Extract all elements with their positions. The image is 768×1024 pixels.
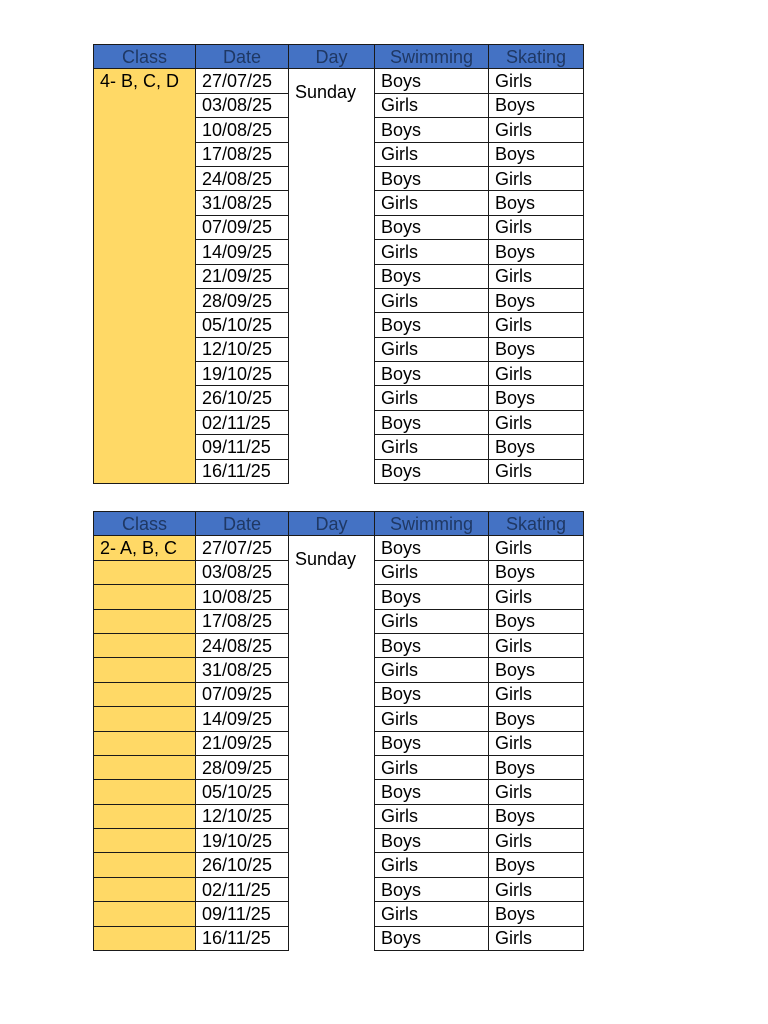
date-cell: 12/10/25 [196,337,289,361]
class-cell [94,337,196,361]
date-cell: 09/11/25 [196,902,289,926]
swimming-cell: Boys [375,731,489,755]
class-cell [94,288,196,312]
class-cell [94,829,196,853]
skating-cell: Boys [489,93,584,117]
column-header: Day [289,512,375,536]
skating-cell: Girls [489,926,584,950]
swimming-cell: Boys [375,313,489,337]
class-cell [94,215,196,239]
skating-cell: Girls [489,780,584,804]
class-cell [94,435,196,459]
swimming-cell: Girls [375,288,489,312]
day-cell: Sunday [289,69,375,484]
swimming-cell: Boys [375,780,489,804]
date-cell: 03/08/25 [196,560,289,584]
class-cell [94,560,196,584]
skating-cell: Girls [489,633,584,657]
class-cell [94,633,196,657]
date-cell: 26/10/25 [196,386,289,410]
class-cell [94,707,196,731]
class-cell [94,585,196,609]
date-cell: 09/11/25 [196,435,289,459]
swimming-cell: Boys [375,459,489,483]
skating-cell: Girls [489,877,584,901]
date-cell: 21/09/25 [196,731,289,755]
class-cell [94,853,196,877]
swimming-cell: Boys [375,536,489,560]
swimming-cell: Boys [375,69,489,93]
swimming-cell: Girls [375,755,489,779]
date-cell: 12/10/25 [196,804,289,828]
day-cell: Sunday [289,536,375,951]
date-cell: 17/08/25 [196,609,289,633]
swimming-cell: Girls [375,707,489,731]
skating-cell: Boys [489,609,584,633]
class-cell [94,264,196,288]
swimming-cell: Boys [375,682,489,706]
swimming-cell: Girls [375,337,489,361]
skating-cell: Girls [489,264,584,288]
column-header: Skating [489,512,584,536]
swimming-cell: Girls [375,804,489,828]
skating-cell: Girls [489,166,584,190]
class-cell [94,731,196,755]
date-cell: 27/07/25 [196,536,289,560]
class-cell [94,877,196,901]
column-header: Class [94,45,196,69]
date-cell: 07/09/25 [196,682,289,706]
class-cell: 4- B, C, D [94,69,196,93]
skating-cell: Girls [489,459,584,483]
date-cell: 02/11/25 [196,877,289,901]
date-cell: 24/08/25 [196,166,289,190]
class-cell [94,459,196,483]
swimming-cell: Boys [375,410,489,434]
column-header: Day [289,45,375,69]
swimming-cell: Girls [375,240,489,264]
swimming-cell: Boys [375,166,489,190]
class-cell [94,362,196,386]
skating-cell: Boys [489,902,584,926]
swimming-cell: Girls [375,658,489,682]
skating-cell: Boys [489,755,584,779]
skating-cell: Girls [489,313,584,337]
swimming-cell: Girls [375,93,489,117]
skating-cell: Girls [489,682,584,706]
swimming-cell: Boys [375,118,489,142]
table-row [94,69,584,93]
class-cell [94,93,196,117]
date-cell: 02/11/25 [196,410,289,434]
skating-cell: Girls [489,829,584,853]
date-cell: 19/10/25 [196,829,289,853]
swimming-cell: Girls [375,435,489,459]
skating-cell: Boys [489,560,584,584]
class-cell [94,142,196,166]
schedule-table-2 [93,511,584,951]
skating-cell: Boys [489,853,584,877]
swimming-cell: Boys [375,264,489,288]
skating-cell: Girls [489,215,584,239]
column-header: Swimming [375,512,489,536]
date-cell: 26/10/25 [196,853,289,877]
swimming-cell: Boys [375,633,489,657]
class-cell [94,902,196,926]
date-cell: 05/10/25 [196,313,289,337]
date-cell: 10/08/25 [196,585,289,609]
skating-cell: Girls [489,410,584,434]
skating-cell: Girls [489,118,584,142]
class-cell [94,166,196,190]
date-cell: 24/08/25 [196,633,289,657]
skating-cell: Boys [489,337,584,361]
skating-cell: Girls [489,69,584,93]
skating-cell: Girls [489,731,584,755]
schedule-table-1 [93,44,584,484]
skating-cell: Boys [489,435,584,459]
date-cell: 14/09/25 [196,240,289,264]
class-cell [94,240,196,264]
date-cell: 31/08/25 [196,658,289,682]
skating-cell: Boys [489,658,584,682]
skating-cell: Boys [489,707,584,731]
date-cell: 16/11/25 [196,459,289,483]
swimming-cell: Boys [375,877,489,901]
swimming-cell: Boys [375,926,489,950]
date-cell: 17/08/25 [196,142,289,166]
class-cell [94,658,196,682]
class-cell [94,191,196,215]
swimming-cell: Boys [375,585,489,609]
skating-cell: Boys [489,240,584,264]
class-cell [94,926,196,950]
column-header: Skating [489,45,584,69]
date-cell: 05/10/25 [196,780,289,804]
skating-cell: Girls [489,585,584,609]
swimming-cell: Boys [375,829,489,853]
skating-cell: Boys [489,804,584,828]
date-cell: 10/08/25 [196,118,289,142]
date-cell: 21/09/25 [196,264,289,288]
skating-cell: Boys [489,191,584,215]
date-cell: 28/09/25 [196,755,289,779]
class-cell [94,118,196,142]
class-cell [94,755,196,779]
skating-cell: Boys [489,142,584,166]
date-cell: 03/08/25 [196,93,289,117]
class-cell [94,313,196,337]
swimming-cell: Girls [375,191,489,215]
column-header: Swimming [375,45,489,69]
skating-cell: Boys [489,288,584,312]
swimming-cell: Boys [375,215,489,239]
swimming-cell: Girls [375,560,489,584]
column-header: Date [196,45,289,69]
column-header: Class [94,512,196,536]
date-cell: 31/08/25 [196,191,289,215]
class-cell [94,804,196,828]
class-cell: 2- A, B, C [94,536,196,560]
swimming-cell: Boys [375,362,489,386]
date-cell: 16/11/25 [196,926,289,950]
skating-cell: Girls [489,536,584,560]
swimming-cell: Girls [375,142,489,166]
class-cell [94,780,196,804]
date-cell: 14/09/25 [196,707,289,731]
table-row [94,536,584,560]
date-cell: 28/09/25 [196,288,289,312]
class-cell [94,386,196,410]
skating-cell: Boys [489,386,584,410]
date-cell: 07/09/25 [196,215,289,239]
column-header: Date [196,512,289,536]
header-row [94,512,584,536]
class-cell [94,410,196,434]
swimming-cell: Girls [375,902,489,926]
skating-cell: Girls [489,362,584,386]
swimming-cell: Girls [375,386,489,410]
class-cell [94,609,196,633]
swimming-cell: Girls [375,853,489,877]
date-cell: 19/10/25 [196,362,289,386]
swimming-cell: Girls [375,609,489,633]
date-cell: 27/07/25 [196,69,289,93]
header-row [94,45,584,69]
class-cell [94,682,196,706]
